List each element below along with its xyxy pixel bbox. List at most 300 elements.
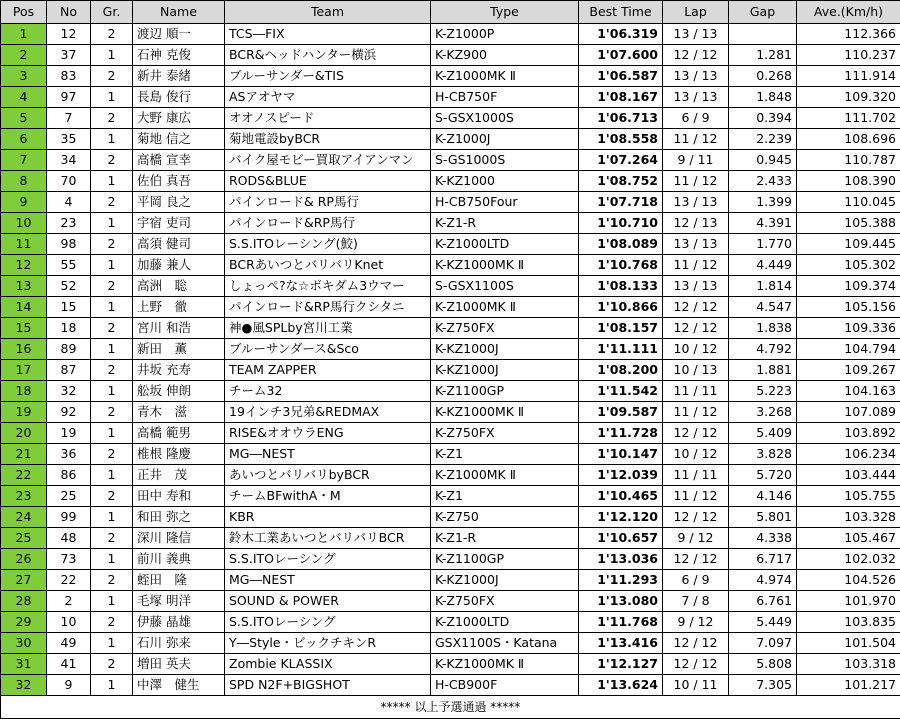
cell-group: 2: [91, 612, 133, 633]
cell-team: パインロード&RP馬行クシタニ: [225, 297, 431, 318]
cell-team: Y―Style・ビックチキンR: [225, 633, 431, 654]
table-row: [1, 591, 900, 612]
table-header-row: [1, 1, 900, 24]
cell-team: SOUND & POWER: [225, 591, 431, 612]
cell-team: バイク屋モビー買取アイアンマン: [225, 150, 431, 171]
cell-best-time: 1'13.624: [579, 675, 663, 696]
cell-name: 高橋 範男: [133, 423, 225, 444]
cell-no: 83: [47, 66, 91, 87]
cell-type: K-KZ1000J: [431, 570, 579, 591]
cell-average-speed: 104.794: [797, 339, 900, 360]
cell-average-speed: 105.467: [797, 528, 900, 549]
cell-team: MG―NEST: [225, 570, 431, 591]
cell-best-time: 1'07.264: [579, 150, 663, 171]
cell-group: 2: [91, 234, 133, 255]
cell-gap: 4.338: [729, 528, 797, 549]
table-row: [1, 675, 900, 696]
cell-best-time: 1'10.710: [579, 213, 663, 234]
cell-best-time: 1'11.728: [579, 423, 663, 444]
cell-gap: 1.881: [729, 360, 797, 381]
table-row: [1, 150, 900, 171]
cell-type: K-KZ1000: [431, 171, 579, 192]
cell-average-speed: 105.755: [797, 486, 900, 507]
cell-group: 1: [91, 213, 133, 234]
cell-pos: 23: [1, 486, 47, 507]
cell-type: H-CB750F: [431, 87, 579, 108]
cell-type: K-Z1000J: [431, 129, 579, 150]
cell-no: 25: [47, 486, 91, 507]
cell-no: 4: [47, 192, 91, 213]
cell-type: H-CB900F: [431, 675, 579, 696]
cell-average-speed: 105.156: [797, 297, 900, 318]
cell-best-time: 1'11.542: [579, 381, 663, 402]
cell-team: ブルーサンダー&TIS: [225, 66, 431, 87]
header-name: Name: [133, 1, 225, 24]
cell-gap: [729, 24, 797, 45]
cell-type: K-Z1-R: [431, 213, 579, 234]
cell-gap: 6.761: [729, 591, 797, 612]
table-row: [1, 171, 900, 192]
cell-group: 1: [91, 633, 133, 654]
cell-best-time: 1'08.558: [579, 129, 663, 150]
table-row: [1, 87, 900, 108]
cell-no: 87: [47, 360, 91, 381]
cell-no: 37: [47, 45, 91, 66]
cell-name: 田中 寿和: [133, 486, 225, 507]
cell-gap: 4.449: [729, 255, 797, 276]
cell-lap: 11 / 11: [663, 465, 729, 486]
cell-team: TEAM ZAPPER: [225, 360, 431, 381]
table-row: [1, 276, 900, 297]
cell-average-speed: 103.328: [797, 507, 900, 528]
cell-gap: 5.720: [729, 465, 797, 486]
cell-name: 長島 俊行: [133, 87, 225, 108]
cell-group: 2: [91, 66, 133, 87]
cell-pos: 6: [1, 129, 47, 150]
cell-pos: 19: [1, 402, 47, 423]
cell-average-speed: 104.163: [797, 381, 900, 402]
table-row: [1, 318, 900, 339]
cell-average-speed: 101.217: [797, 675, 900, 696]
table-row: [1, 129, 900, 150]
table-row: [1, 612, 900, 633]
cell-group: 1: [91, 549, 133, 570]
cell-group: 2: [91, 24, 133, 45]
table-row: [1, 213, 900, 234]
cell-type: K-KZ1000J: [431, 360, 579, 381]
cell-no: 23: [47, 213, 91, 234]
cell-pos: 7: [1, 150, 47, 171]
cell-name: 前川 義典: [133, 549, 225, 570]
cell-average-speed: 110.237: [797, 45, 900, 66]
cell-name: 大野 康広: [133, 108, 225, 129]
cell-gap: 1.814: [729, 276, 797, 297]
cell-average-speed: 109.336: [797, 318, 900, 339]
cell-group: 2: [91, 486, 133, 507]
cell-average-speed: 111.702: [797, 108, 900, 129]
cell-name: 佐伯 真吾: [133, 171, 225, 192]
cell-best-time: 1'06.713: [579, 108, 663, 129]
cell-average-speed: 105.302: [797, 255, 900, 276]
cell-lap: 13 / 13: [663, 192, 729, 213]
cell-average-speed: 104.526: [797, 570, 900, 591]
cell-best-time: 1'08.157: [579, 318, 663, 339]
cell-name: 中澤 健生: [133, 675, 225, 696]
cell-pos: 1: [1, 24, 47, 45]
cell-group: 1: [91, 381, 133, 402]
cell-team: S.S.ITOレーシング(鮫): [225, 234, 431, 255]
cell-lap: 13 / 13: [663, 276, 729, 297]
cell-pos: 30: [1, 633, 47, 654]
cell-type: K-Z1100GP: [431, 381, 579, 402]
cell-best-time: 1'12.039: [579, 465, 663, 486]
cell-no: 97: [47, 87, 91, 108]
table-row: [1, 549, 900, 570]
cell-gap: 1.281: [729, 45, 797, 66]
cell-type: K-KZ1000MK Ⅱ: [431, 654, 579, 675]
header-best-time: Best Time: [579, 1, 663, 24]
cell-average-speed: 110.045: [797, 192, 900, 213]
table-row: [1, 633, 900, 654]
cell-best-time: 1'10.657: [579, 528, 663, 549]
cell-group: 2: [91, 654, 133, 675]
cell-lap: 9 / 11: [663, 150, 729, 171]
cell-gap: 4.547: [729, 297, 797, 318]
table-row: [1, 360, 900, 381]
cell-team: ブルーサンダース&Sco: [225, 339, 431, 360]
cell-best-time: 1'12.120: [579, 507, 663, 528]
cell-average-speed: 109.445: [797, 234, 900, 255]
cell-best-time: 1'08.089: [579, 234, 663, 255]
cell-type: K-Z750FX: [431, 318, 579, 339]
cell-average-speed: 109.267: [797, 360, 900, 381]
cell-pos: 20: [1, 423, 47, 444]
cell-lap: 10 / 11: [663, 675, 729, 696]
cell-no: 92: [47, 402, 91, 423]
cell-average-speed: 101.504: [797, 633, 900, 654]
cell-pos: 27: [1, 570, 47, 591]
cell-team: 19インチ3兄弟&REDMAX: [225, 402, 431, 423]
cell-team: MG―NEST: [225, 444, 431, 465]
cell-no: 48: [47, 528, 91, 549]
cell-lap: 12 / 13: [663, 213, 729, 234]
cell-average-speed: 105.388: [797, 213, 900, 234]
header-average-speed: Ave.(Km/h): [797, 1, 900, 24]
cell-pos: 5: [1, 108, 47, 129]
cell-pos: 32: [1, 675, 47, 696]
cell-team: パインロード& RP馬行: [225, 192, 431, 213]
cell-pos: 14: [1, 297, 47, 318]
cell-name: 平岡 良之: [133, 192, 225, 213]
cell-type: S-GSX1000S: [431, 108, 579, 129]
cell-group: 2: [91, 402, 133, 423]
cell-no: 18: [47, 318, 91, 339]
cell-team: ASアオヤマ: [225, 87, 431, 108]
cell-type: K-KZ1000J: [431, 339, 579, 360]
cell-average-speed: 106.234: [797, 444, 900, 465]
cell-name: 正井 茂: [133, 465, 225, 486]
cell-no: 73: [47, 549, 91, 570]
cell-lap: 10 / 12: [663, 444, 729, 465]
cell-name: 和田 弥之: [133, 507, 225, 528]
cell-team: S.S.ITOレーシング: [225, 612, 431, 633]
cell-name: 石川 弥来: [133, 633, 225, 654]
cell-average-speed: 103.444: [797, 465, 900, 486]
cell-average-speed: 102.032: [797, 549, 900, 570]
cell-team: パインロード&RP馬行: [225, 213, 431, 234]
table-row: [1, 528, 900, 549]
cell-name: 高橋 宣幸: [133, 150, 225, 171]
cell-lap: 6 / 9: [663, 570, 729, 591]
cell-best-time: 1'13.080: [579, 591, 663, 612]
cell-lap: 12 / 12: [663, 507, 729, 528]
cell-pos: 10: [1, 213, 47, 234]
cell-gap: 1.770: [729, 234, 797, 255]
cell-best-time: 1'11.111: [579, 339, 663, 360]
cell-name: 新井 泰緒: [133, 66, 225, 87]
cell-type: K-Z750FX: [431, 423, 579, 444]
cell-lap: 12 / 12: [663, 549, 729, 570]
cell-best-time: 1'06.587: [579, 66, 663, 87]
cell-group: 2: [91, 276, 133, 297]
cell-lap: 11 / 11: [663, 381, 729, 402]
cell-gap: 3.268: [729, 402, 797, 423]
cell-pos: 9: [1, 192, 47, 213]
cell-average-speed: 108.696: [797, 129, 900, 150]
cell-pos: 3: [1, 66, 47, 87]
table-row: [1, 297, 900, 318]
cell-average-speed: 109.320: [797, 87, 900, 108]
cell-team: RISE&オオウラENG: [225, 423, 431, 444]
cell-lap: 10 / 12: [663, 339, 729, 360]
cell-group: 1: [91, 297, 133, 318]
cell-name: 上野 徹: [133, 297, 225, 318]
cell-pos: 4: [1, 87, 47, 108]
cell-no: 32: [47, 381, 91, 402]
table-row: [1, 339, 900, 360]
cell-name: 宇宿 吏司: [133, 213, 225, 234]
cell-group: 2: [91, 570, 133, 591]
cell-group: 1: [91, 339, 133, 360]
cell-pos: 16: [1, 339, 47, 360]
cell-name: 新田 薫: [133, 339, 225, 360]
header-type: Type: [431, 1, 579, 24]
table-row: [1, 255, 900, 276]
cell-no: 41: [47, 654, 91, 675]
cell-gap: 1.838: [729, 318, 797, 339]
cell-group: 1: [91, 255, 133, 276]
cell-team: オオノスピード: [225, 108, 431, 129]
cell-group: 2: [91, 192, 133, 213]
cell-type: K-Z1-R: [431, 528, 579, 549]
cell-name: 石神 克俊: [133, 45, 225, 66]
cell-no: 55: [47, 255, 91, 276]
cell-type: K-KZ1000MK Ⅱ: [431, 402, 579, 423]
cell-no: 12: [47, 24, 91, 45]
cell-type: H-CB750Four: [431, 192, 579, 213]
cell-group: 1: [91, 675, 133, 696]
cell-name: 伊藤 晶雄: [133, 612, 225, 633]
cell-pos: 29: [1, 612, 47, 633]
header-team: Team: [225, 1, 431, 24]
table-row: [1, 465, 900, 486]
cell-name: 井坂 充寿: [133, 360, 225, 381]
cell-pos: 15: [1, 318, 47, 339]
cell-pos: 21: [1, 444, 47, 465]
cell-pos: 18: [1, 381, 47, 402]
table-row: [1, 507, 900, 528]
cell-type: K-Z1: [431, 486, 579, 507]
footer-row: [1, 696, 900, 719]
cell-gap: 7.305: [729, 675, 797, 696]
cell-lap: 12 / 12: [663, 45, 729, 66]
cell-lap: 11 / 12: [663, 255, 729, 276]
cell-group: 2: [91, 528, 133, 549]
cell-team: Zombie KLASSIX: [225, 654, 431, 675]
cell-best-time: 1'13.416: [579, 633, 663, 654]
cell-lap: 13 / 13: [663, 87, 729, 108]
cell-team: KBR: [225, 507, 431, 528]
cell-type: K-Z1000MK Ⅱ: [431, 465, 579, 486]
cell-type: K-Z1100GP: [431, 549, 579, 570]
cell-lap: 7 / 8: [663, 591, 729, 612]
cell-lap: 12 / 12: [663, 318, 729, 339]
cell-name: 椎根 隆慶: [133, 444, 225, 465]
table-row: [1, 66, 900, 87]
qualified-note: ***** 以上予選通過 *****: [1, 696, 900, 719]
cell-team: S.S.ITOレーシング: [225, 549, 431, 570]
cell-best-time: 1'07.600: [579, 45, 663, 66]
cell-best-time: 1'10.465: [579, 486, 663, 507]
cell-name: 深川 隆信: [133, 528, 225, 549]
cell-name: 青木 滋: [133, 402, 225, 423]
cell-group: 1: [91, 591, 133, 612]
cell-no: 49: [47, 633, 91, 654]
cell-pos: 31: [1, 654, 47, 675]
cell-gap: 5.409: [729, 423, 797, 444]
cell-name: 増田 英夫: [133, 654, 225, 675]
cell-best-time: 1'10.147: [579, 444, 663, 465]
table-row: [1, 192, 900, 213]
cell-type: K-Z1000LTD: [431, 612, 579, 633]
cell-group: 1: [91, 87, 133, 108]
cell-type: K-Z1: [431, 444, 579, 465]
header-no: No: [47, 1, 91, 24]
cell-gap: 4.146: [729, 486, 797, 507]
cell-pos: 8: [1, 171, 47, 192]
cell-no: 86: [47, 465, 91, 486]
cell-group: 1: [91, 171, 133, 192]
cell-type: S-GS1000S: [431, 150, 579, 171]
cell-lap: 11 / 12: [663, 486, 729, 507]
cell-best-time: 1'06.319: [579, 24, 663, 45]
cell-no: 70: [47, 171, 91, 192]
results-body: [1, 24, 900, 696]
cell-type: K-Z1000MK Ⅱ: [431, 66, 579, 87]
cell-name: 宮川 和浩: [133, 318, 225, 339]
cell-type: S-GSX1100S: [431, 276, 579, 297]
cell-no: 15: [47, 297, 91, 318]
cell-average-speed: 109.374: [797, 276, 900, 297]
cell-gap: 5.223: [729, 381, 797, 402]
cell-pos: 17: [1, 360, 47, 381]
cell-group: 1: [91, 45, 133, 66]
cell-best-time: 1'10.866: [579, 297, 663, 318]
cell-average-speed: 103.892: [797, 423, 900, 444]
cell-no: 10: [47, 612, 91, 633]
cell-gap: 2.239: [729, 129, 797, 150]
table-row: [1, 423, 900, 444]
cell-best-time: 1'07.718: [579, 192, 663, 213]
cell-team: TCS―FIX: [225, 24, 431, 45]
cell-name: 舩坂 伸朗: [133, 381, 225, 402]
cell-lap: 13 / 13: [663, 24, 729, 45]
table-row: [1, 444, 900, 465]
cell-no: 9: [47, 675, 91, 696]
cell-type: K-KZ1000MK Ⅱ: [431, 255, 579, 276]
cell-pos: 13: [1, 276, 47, 297]
cell-type: K-Z750: [431, 507, 579, 528]
cell-average-speed: 101.970: [797, 591, 900, 612]
cell-gap: 4.391: [729, 213, 797, 234]
cell-group: 2: [91, 360, 133, 381]
cell-no: 2: [47, 591, 91, 612]
cell-group: 2: [91, 150, 133, 171]
cell-pos: 11: [1, 234, 47, 255]
cell-gap: 4.974: [729, 570, 797, 591]
table-row: [1, 654, 900, 675]
cell-gap: 1.848: [729, 87, 797, 108]
cell-team: BCR&ヘッドハンター横浜: [225, 45, 431, 66]
cell-lap: 12 / 12: [663, 297, 729, 318]
cell-average-speed: 108.390: [797, 171, 900, 192]
cell-gap: 5.808: [729, 654, 797, 675]
cell-team: 菊地電設byBCR: [225, 129, 431, 150]
cell-team: 神●風SPLby宮川工業: [225, 318, 431, 339]
cell-lap: 13 / 13: [663, 234, 729, 255]
cell-pos: 2: [1, 45, 47, 66]
header-gap: Gap: [729, 1, 797, 24]
cell-group: 2: [91, 108, 133, 129]
header-group: Gr.: [91, 1, 133, 24]
table-row: [1, 402, 900, 423]
cell-average-speed: 103.318: [797, 654, 900, 675]
cell-lap: 10 / 13: [663, 360, 729, 381]
table-row: [1, 108, 900, 129]
cell-lap: 12 / 12: [663, 654, 729, 675]
cell-name: 渡辺 順一: [133, 24, 225, 45]
cell-gap: 0.945: [729, 150, 797, 171]
table-row: [1, 381, 900, 402]
cell-gap: 0.394: [729, 108, 797, 129]
cell-no: 52: [47, 276, 91, 297]
cell-best-time: 1'09.587: [579, 402, 663, 423]
cell-group: 1: [91, 423, 133, 444]
cell-best-time: 1'12.127: [579, 654, 663, 675]
cell-gap: 3.828: [729, 444, 797, 465]
table-row: [1, 486, 900, 507]
cell-best-time: 1'08.133: [579, 276, 663, 297]
cell-team: RODS&BLUE: [225, 171, 431, 192]
cell-best-time: 1'13.036: [579, 549, 663, 570]
cell-type: GSX1100S・Katana: [431, 633, 579, 654]
cell-gap: 1.399: [729, 192, 797, 213]
cell-lap: 11 / 12: [663, 129, 729, 150]
cell-lap: 13 / 13: [663, 66, 729, 87]
cell-lap: 9 / 12: [663, 612, 729, 633]
cell-type: K-Z750FX: [431, 591, 579, 612]
cell-lap: 9 / 12: [663, 528, 729, 549]
